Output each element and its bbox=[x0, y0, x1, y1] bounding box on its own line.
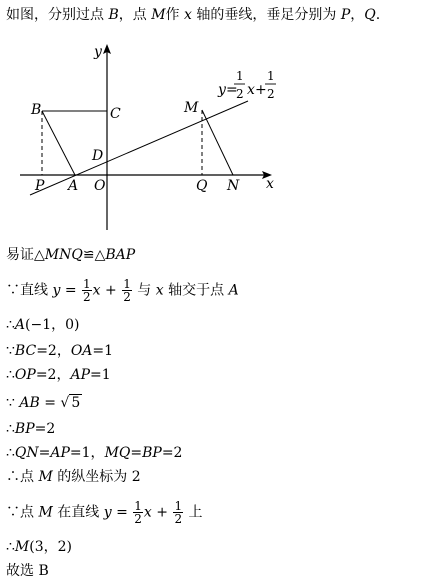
point-m-ref: M bbox=[38, 504, 53, 521]
segment-ref: MQ bbox=[104, 445, 131, 461]
therefore: ∴ bbox=[6, 367, 15, 383]
sqrt-expression: √ 5 bbox=[60, 395, 81, 411]
fraction-half: $\frac{1}{2}$ bbox=[83, 277, 91, 304]
step-text: =2 bbox=[161, 445, 183, 461]
eq-den1: 2 bbox=[236, 87, 244, 101]
coordinate: (3，2) bbox=[29, 539, 73, 555]
segment-ba bbox=[42, 111, 75, 175]
segment-ref: AP bbox=[70, 367, 90, 383]
eq-plus: + bbox=[255, 82, 267, 98]
label-b: B bbox=[31, 102, 42, 118]
answer-text: 故选 B bbox=[6, 563, 49, 579]
eq-equals: = bbox=[226, 82, 238, 98]
segment-ref: BP bbox=[14, 421, 35, 437]
segment-mn bbox=[202, 110, 233, 175]
because: ∵ bbox=[6, 343, 15, 359]
step-text: 轴交于点 bbox=[163, 282, 229, 299]
step-text: =2， bbox=[36, 343, 71, 359]
segment-ref: QN bbox=[14, 445, 39, 461]
intro-text: 如图，分别过点 bbox=[6, 7, 109, 23]
intro-line bbox=[6, 6, 380, 24]
step-1 bbox=[6, 246, 135, 264]
step-2 bbox=[6, 278, 239, 303]
step-text: =1 bbox=[90, 367, 111, 383]
label-q: Q bbox=[196, 178, 208, 194]
because: ∵ bbox=[6, 395, 20, 411]
var-y: y bbox=[52, 282, 61, 299]
step-text: 的纵坐标为 2 bbox=[52, 469, 141, 485]
step-text: ∴点 bbox=[6, 469, 39, 485]
eq-num2: 1 bbox=[267, 69, 275, 83]
therefore: ∴ bbox=[6, 445, 15, 461]
label-m: M bbox=[184, 100, 199, 116]
segment-ref: BP bbox=[142, 445, 162, 461]
intro-text: . bbox=[375, 7, 381, 23]
point-m-ref: M bbox=[14, 539, 30, 555]
point-m-ref: M bbox=[38, 469, 53, 485]
step-text: 在直线 bbox=[52, 504, 104, 521]
therefore: ∴ bbox=[6, 421, 15, 437]
step-text: = bbox=[130, 445, 143, 461]
step-text: ∵点 bbox=[6, 504, 39, 521]
geometry-figure bbox=[0, 38, 431, 238]
step-5 bbox=[6, 366, 111, 384]
point-m-ref: M bbox=[151, 7, 166, 23]
eq-var: x bbox=[247, 82, 255, 98]
intro-text: ，点 bbox=[118, 7, 152, 23]
triangle-bap: BAP bbox=[105, 247, 136, 263]
fraction-half: $\frac{1}{2}$ bbox=[123, 277, 131, 304]
therefore: ∴ bbox=[6, 539, 15, 555]
step-9 bbox=[6, 468, 141, 486]
step-10 bbox=[6, 500, 203, 525]
step-4 bbox=[6, 342, 113, 360]
step-text: 与 bbox=[132, 282, 156, 299]
congruent-symbol: ≌△ bbox=[82, 247, 106, 263]
line-equation bbox=[217, 69, 276, 101]
var-x: x bbox=[184, 7, 192, 23]
therefore: ∴ bbox=[6, 317, 15, 333]
line-y-half-x-plus-half bbox=[30, 101, 248, 195]
step-text: 上 bbox=[184, 504, 203, 521]
fraction-half: $\frac{1}{2}$ bbox=[134, 499, 142, 526]
label-a: A bbox=[68, 178, 79, 194]
segment-ref: AP bbox=[50, 445, 70, 461]
label-x-axis: x bbox=[266, 176, 274, 192]
step-text: =2 bbox=[34, 421, 56, 437]
eq-den2: 2 bbox=[267, 87, 275, 101]
label-p: P bbox=[35, 178, 45, 194]
equals: = bbox=[60, 282, 82, 299]
equals: = bbox=[111, 504, 133, 521]
step-12-answer bbox=[6, 562, 49, 580]
segment-ref: OA bbox=[70, 343, 93, 359]
equals: = bbox=[39, 395, 61, 411]
label-c: C bbox=[110, 106, 121, 122]
fraction-half: $\frac{1}{2}$ bbox=[174, 499, 183, 526]
step-text: =1， bbox=[69, 445, 105, 461]
coordinate: (−1，0) bbox=[25, 317, 80, 333]
intro-text: 轴的垂线，垂足分别为 bbox=[191, 7, 341, 23]
step-3 bbox=[6, 316, 80, 334]
eq-lhs: y bbox=[218, 82, 226, 98]
plus: + bbox=[151, 504, 173, 521]
triangle-mnq: MNQ bbox=[44, 247, 83, 263]
step-text: 易证△ bbox=[6, 247, 45, 263]
point-a-ref: A bbox=[228, 282, 239, 299]
step-text: ∵直线 bbox=[6, 282, 53, 299]
intro-text: ， bbox=[350, 7, 365, 23]
plus: + bbox=[100, 282, 122, 299]
var-x: x bbox=[92, 282, 101, 299]
label-n: N bbox=[227, 178, 240, 194]
segment-ref: BC bbox=[14, 343, 37, 359]
var-x: x bbox=[143, 504, 152, 521]
step-text: = bbox=[38, 445, 51, 461]
label-d: D bbox=[92, 148, 104, 164]
point-b-ref: B bbox=[108, 7, 119, 23]
step-11 bbox=[6, 538, 72, 556]
point-a-ref: A bbox=[14, 317, 26, 333]
step-8 bbox=[6, 444, 182, 462]
point-p-ref: P bbox=[340, 7, 351, 23]
label-o: O bbox=[94, 178, 106, 194]
eq-num1: 1 bbox=[236, 69, 244, 83]
label-y-axis: y bbox=[94, 44, 102, 60]
var-x: x bbox=[155, 282, 164, 299]
step-6 bbox=[6, 394, 82, 412]
segment-ref: OP bbox=[14, 367, 36, 383]
point-q-ref: Q bbox=[364, 7, 376, 23]
intro-text: 作 bbox=[165, 7, 184, 23]
step-text: =1 bbox=[92, 343, 114, 359]
radicand: 5 bbox=[71, 395, 81, 411]
segment-ref: AB bbox=[19, 395, 40, 411]
step-7 bbox=[6, 420, 55, 438]
var-y: y bbox=[103, 504, 112, 521]
step-text: =2， bbox=[35, 367, 71, 383]
